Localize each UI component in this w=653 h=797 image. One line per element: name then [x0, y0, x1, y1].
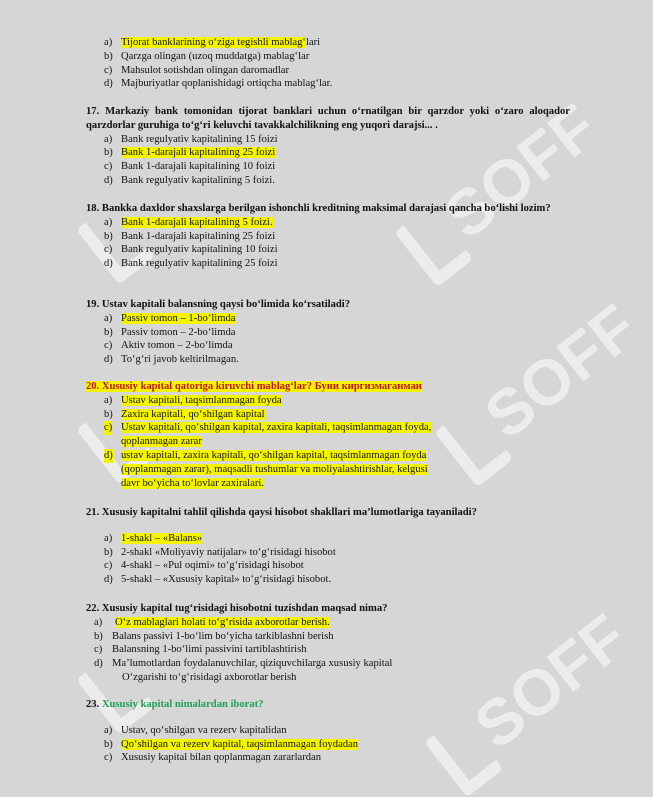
option-correct: a) Bank 1-darajali kapitalining 5 foizi.	[104, 216, 273, 228]
option-correct: b) Qo‘shilgan va rezerv kapital, taqsimlanmagan foydadan	[104, 738, 359, 750]
question-title: 17. Markaziy bank tomonidan tijorat banklari uchun o‘rnatilgan bir qarzdor yoki o‘zaro aloqador qarzdorlar guruhiga to‘g‘ri keluvchi tavakkalchilikning eng yuqori darajsi... .	[86, 106, 570, 131]
option: c) Mahsulot sotishdan olingan daromadlar	[104, 64, 289, 76]
question-17	[86, 105, 570, 188]
question-19	[86, 298, 570, 367]
question-title: 22. Xususiy kapital tug‘risidagi hisobotni tuzishdan maqsad nima?	[86, 603, 388, 614]
option: b) Passiv tomon – 2-bo‘limda	[104, 326, 236, 338]
question-22	[86, 602, 570, 685]
option: d) To‘g‘ri javob keltirilmagan.	[104, 354, 239, 366]
question-title: 20. Xususiy kapital qatoriga kiruvchi mablag‘lar? Буни киргизмаганман	[86, 381, 422, 392]
option: c) Aktiv tomon – 2-bo‘limda	[104, 340, 233, 352]
watermark: SOFF	[390, 90, 613, 288]
question-16-options	[86, 36, 570, 91]
option: d) Bank regulyativ kapitalining 25 foizi	[104, 258, 278, 270]
question-number: 23.	[86, 699, 102, 710]
question-18	[86, 202, 570, 271]
option: c) Bank regulyativ kapitalining 10 foizi	[104, 244, 278, 256]
question-23	[86, 698, 570, 765]
option: c) Bank 1-darajali kapitalining 10 foizi	[104, 161, 276, 173]
option: d) Bank regulyativ kapitalining 5 foizi.	[104, 174, 275, 186]
option-correct: a) Ustav kapitali, taqsimlanmagan foyda	[104, 394, 282, 406]
option: a) Bank regulyativ kapitalining 15 foizi	[104, 133, 278, 145]
option: d) Ma’lumotlardan foydalanuvchilar, qiziquvchilarga xususiy kapital O‘zgarishi to‘g‘risidagi axborotlar berish	[94, 658, 393, 683]
option: a) Ustav, qo‘shilgan va rezerv kapitalidan	[104, 724, 287, 736]
option: b) Balans passivi 1-bo‘lim bo‘yicha tarkiblashni berish	[94, 630, 334, 642]
option: a) Tijorat banklarining o‘ziga tegishli mablag‘lari	[104, 37, 321, 48]
option-correct: a) O‘z mablaglari holati to‘g‘risida axborotlar berish.	[94, 616, 330, 628]
option: d) Majburiyatlar qoplanishidagi ortiqcha mablag‘lar.	[104, 78, 333, 90]
option-correct: c) Ustav kapitali, qo‘shilgan kapital, zaxira kapitali, taqsimlanmagan foyda, qoplanmagan zarar	[104, 422, 432, 448]
option: c) Balansning 1-bo‘limi passivini tartiblashtirish	[94, 644, 307, 656]
option-correct: b) Bank 1-darajali kapitalining 25 foizi	[104, 147, 276, 159]
question-21	[86, 506, 570, 587]
watermark: SOFF	[420, 600, 643, 797]
option: c) 4-shakl – «Pul oqimi» to‘g‘risidagi hisobot	[104, 560, 304, 572]
option-correct: a) Passiv tomon – 1-bo‘limda	[104, 312, 236, 324]
option: d) 5-shakl – «Xususiy kapital» to‘g‘risidagi hisobot.	[104, 574, 332, 586]
question-title: Xususiy kapital nimalardan iborat?	[101, 699, 264, 710]
option: b) Bank 1-darajali kapitalining 25 foizi	[104, 230, 276, 242]
option-correct: a) 1-shakl – «Balans»	[104, 532, 203, 544]
option: b) 2-shakl «Moliyaviy natijalar» to‘g‘risidagi hisobot	[104, 546, 336, 558]
option-correct: b) Zaxira kapitali, qo‘shilgan kapital	[104, 408, 265, 420]
option: c) Xususiy kapital bilan qoplanmagan zararlardan	[104, 752, 322, 764]
question-title: 18. Bankka daxldor shaxslarga berilgan ishonchli kreditning maksimal darajasi qancha bo‘lishi lozim?	[86, 203, 551, 214]
question-title: 19. Ustav kapitali balansning qaysi bo‘limida ko‘rsatiladi?	[86, 299, 351, 310]
question-title: 21. Xususiy kapitalni tahlil qilishda qaysi hisobot shakllari ma’lumotlariga tayaniladi?	[86, 507, 477, 518]
watermark: SOFF	[430, 290, 653, 488]
question-20	[86, 380, 570, 490]
option-correct: d) ustav kapitali, zaxira kapitali, qo‘shilgan kapital, taqsimlanmagan foyda (qoplanmagan zarar), maqsadli tushumlar va moliyalashtirishlar, kelgusi davr bo‘yicha to‘lovlar zaxiralari.	[104, 449, 428, 489]
option: b) Qarzga olingan (uzoq muddatga) mablag‘lar	[104, 50, 310, 62]
